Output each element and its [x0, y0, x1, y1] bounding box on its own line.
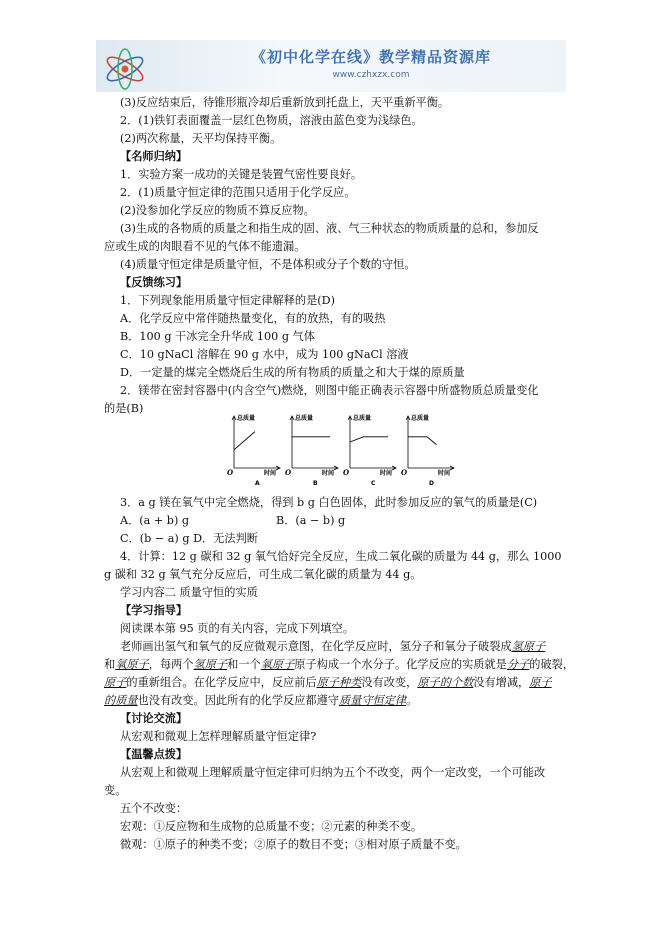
x-axis-label: 时间 — [264, 470, 277, 477]
header-title: 《初中化学在线》教学精品资源库 — [250, 48, 491, 66]
text-line: 2．(1)质量守恒定律的范围只适用于化学反应。 — [120, 186, 356, 199]
origin-label: O — [401, 468, 408, 477]
mini-chart-B — [285, 414, 338, 487]
mass-curve — [350, 437, 388, 442]
chart-letter-label: C — [371, 480, 376, 487]
y-axis-label: 总质量 — [353, 415, 372, 422]
text-line: (3)生成的各物质的质量之和指生成的固、液、气三种状态的物质质量的总和，参加反 — [120, 222, 539, 235]
section-heading: 【名师归纳】 — [120, 149, 188, 163]
x-axis-label: 时间 — [322, 470, 335, 477]
question-line: 2．镁带在密封容器中(内含空气)燃烧，则图中能正确表示容器中所盛物质总质量变化 — [120, 384, 539, 397]
question-line: 3．a g 镁在氧气中完全燃烧，得到 b g 白色固体，此时参加反应的氧气的质量是(C) — [120, 496, 538, 509]
option-line: B．(a − b) g — [276, 514, 346, 527]
text-line: 老师画出氢气和氧气的反应微观示意图，在化学反应时，氢分子和氧分子破裂成氢原子 — [120, 640, 546, 653]
text-line: 微观：①原子的种类不变；②原子的数目不变；③相对原子质量不变。 — [120, 838, 467, 851]
option-line: A．化学反应中常伴随热量变化，有的放热，有的吸热 — [120, 312, 386, 325]
text-line: 从宏观上和微观上理解质量守恒定律可归纳为五个不改变，两个一定改变，一个可能改 — [120, 766, 546, 779]
text-line: 从宏观和微观上怎样理解质量守恒定律? — [120, 730, 317, 743]
mass-curve — [408, 437, 437, 445]
section-heading: 【反馈练习】 — [120, 275, 188, 289]
section-heading: 学习内容二 质量守恒的实质 — [120, 586, 258, 599]
y-axis-label: 总质量 — [237, 415, 256, 422]
text-line: (3)反应结束后，待锥形瓶冷却后重新放到托盘上，天平重新平衡。 — [120, 96, 450, 109]
origin-label: O — [343, 468, 350, 477]
question-line: 4．计算：12 g 碳和 32 g 氧气恰好完全反应，生成二氧化碳的质量为 44 g，那么 1000 — [120, 550, 562, 563]
text-line: (2)两次称量，天平均保持平衡。 — [120, 132, 282, 145]
mass-curve — [234, 432, 255, 450]
section-heading: 【讨论交流】 — [120, 711, 188, 725]
text-line: 宏观：①反应物和生成物的总质量不变；②元素的种类不变。 — [120, 820, 423, 833]
text-line: 变。 — [104, 784, 127, 797]
text-line: 应或生成的肉眼看不见的气体不能遗漏。 — [104, 240, 306, 253]
chart-letter-label: A — [255, 480, 260, 487]
mini-chart-D — [401, 414, 454, 487]
mass-time-charts — [226, 406, 466, 490]
text-line: 原子的重新组合。在化学反应中，反应前后原子种类没有改变，原子的个数没有增减，原子 — [104, 676, 552, 689]
text-line: 2．(1)铁钉表面覆盖一层红色物质，溶液由蓝色变为浅绿色。 — [120, 114, 423, 127]
text-line: 的质量也没有改变。因此所有的化学反应都遵守质量守恒定律。 — [104, 694, 418, 707]
section-heading: 【学习指导】 — [120, 603, 188, 617]
option-line: D．一定量的煤完全燃烧后生成的所有物质的质量之和大于煤的原质量 — [120, 366, 465, 379]
text-line: 1．实验方案一成功的关键是装置气密性要良好。 — [120, 168, 363, 181]
text-line: 五个不改变： — [120, 802, 188, 815]
chart-letter-label: D — [429, 480, 434, 487]
section-heading: 【温馨点拨】 — [120, 747, 188, 761]
y-axis-label: 总质量 — [411, 415, 430, 422]
option-line: A．(a + b) g — [120, 514, 190, 527]
x-axis-label: 时间 — [438, 470, 451, 477]
text-line: 和氧原子，每两个氢原子和一个氧原子原子构成一个水分子。化学反应的实质就是分子的破裂， — [104, 658, 575, 671]
option-line: C．(b − a) g D．无法判断 — [120, 532, 258, 545]
text-line: 阅读课本第 95 页的有关内容，完成下列填空。 — [120, 622, 354, 635]
text-line: 的是(B) — [104, 402, 144, 415]
origin-label: O — [227, 468, 234, 477]
text-line: g 碳和 32 g 氧气充分反应后，可生成二氧化碳的质量为 44 g。 — [104, 568, 422, 581]
text-line: (2)没参加化学反应的物质不算反应物。 — [120, 204, 315, 217]
x-axis-label: 时间 — [380, 470, 393, 477]
chart-letter-label: B — [313, 480, 318, 487]
option-line: B．100 g 干冰完全升华成 100 g 气体 — [120, 330, 315, 343]
text-line: (4)质量守恒定律是质量守恒，不是体积或分子个数的守恒。 — [120, 258, 416, 271]
y-axis-label: 总质量 — [295, 415, 314, 422]
page-header — [96, 40, 566, 98]
origin-label: O — [285, 468, 292, 477]
atom-logo-icon — [102, 46, 148, 92]
header-url: www.czhxzx.com — [332, 70, 410, 80]
question-line: 1．下列现象能用质量守恒定律解释的是(D) — [120, 294, 336, 307]
mini-chart-A — [227, 414, 280, 487]
option-line: C．10 gNaCl 溶解在 90 g 水中，成为 100 gNaCl 溶液 — [120, 348, 409, 361]
mini-chart-C — [343, 414, 396, 487]
